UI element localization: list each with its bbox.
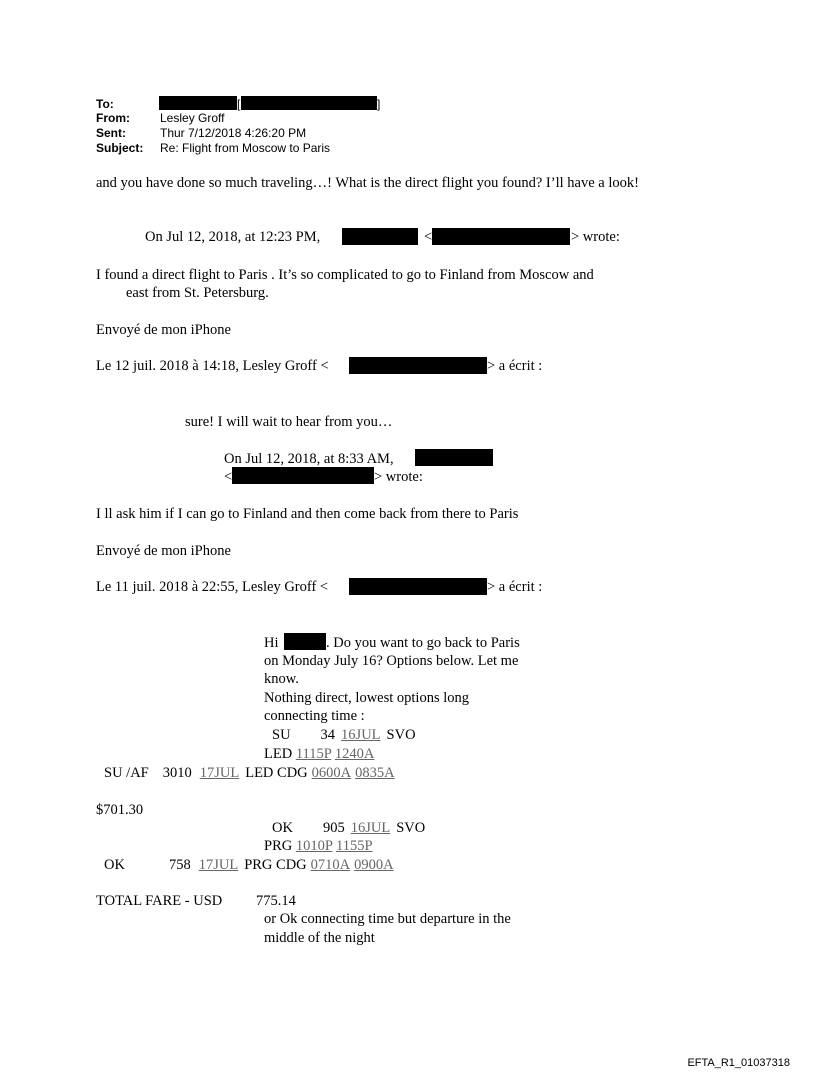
quote3-lt: <: [224, 469, 233, 485]
quote4-pre: Le 11 juil. 2018 à 22:55, Lesley Groff <: [96, 579, 329, 595]
time-link[interactable]: 0835A: [355, 765, 395, 781]
redaction-to-email: [241, 96, 377, 110]
sent-value: Thur 7/12/2018 4:26:20 PM: [160, 126, 307, 140]
date-link[interactable]: 17JUL: [199, 765, 240, 781]
time-link[interactable]: 0710A: [310, 857, 351, 873]
note-line-2: middle of the night: [264, 930, 375, 946]
itinerary-row: [104, 856, 394, 874]
airline: SU /AF: [104, 765, 149, 781]
quote1-lt: <: [424, 229, 433, 245]
airline: OK: [104, 857, 125, 873]
time-link[interactable]: 0600A: [311, 765, 352, 781]
itinerary-row: [272, 819, 425, 837]
itinerary-row: [264, 745, 374, 763]
quote4-post: > a écrit :: [487, 579, 543, 595]
quote3-post: > wrote:: [374, 469, 423, 485]
option1-price: $701.30: [96, 802, 144, 818]
options-line-5: connecting time :: [264, 708, 365, 724]
body-line-1: and you have done so much traveling…! What is the direct flight you found? I’ll have a look!: [96, 175, 639, 191]
to-close-bracket: ]: [377, 97, 381, 111]
total-fare-value: 775.14: [256, 893, 296, 909]
redaction-quote1-email: [432, 228, 570, 245]
redaction-quote3-name: [415, 449, 493, 466]
date-link[interactable]: 17JUL: [198, 857, 239, 873]
destination: LED: [264, 746, 293, 762]
flight-number: 3010: [162, 765, 192, 781]
quote1-pre: On Jul 12, 2018, at 12:23 PM,: [145, 229, 321, 245]
signature-2: Envoyé de mon iPhone: [96, 543, 231, 559]
subject-value: Re: Flight from Moscow to Paris: [160, 141, 331, 155]
flight-number: 758: [168, 857, 191, 873]
quote1-post: > wrote:: [571, 229, 620, 245]
date-link[interactable]: 16JUL: [341, 727, 381, 743]
msg1-line-1: I found a direct flight to Paris . It’s so complicated to go to Finland from Moscow and: [96, 267, 594, 283]
redaction-quote3-email: [232, 467, 374, 484]
redaction-quote1-name: [342, 228, 418, 245]
msg2: sure! I will wait to hear from you…: [185, 414, 393, 430]
itinerary-row: [264, 837, 373, 855]
flight-number: 905: [322, 820, 345, 836]
airline: OK: [272, 820, 293, 836]
route: PRG CDG: [244, 857, 307, 873]
itinerary-row: [104, 764, 395, 782]
flight-number: 34: [320, 727, 336, 743]
time-link[interactable]: 1010P: [295, 838, 333, 854]
msg1-line-2: east from St. Petersburg.: [126, 285, 269, 301]
destination: PRG: [264, 838, 293, 854]
origin: SVO: [386, 727, 416, 743]
airline: SU: [272, 727, 291, 743]
hi-pre: Hi: [264, 635, 279, 651]
total-fare-label: TOTAL FARE - USD: [96, 893, 223, 909]
time-link[interactable]: 1115P: [295, 746, 332, 762]
redaction-hi-name: [284, 633, 326, 650]
redaction-quote4-email: [349, 578, 487, 595]
time-link[interactable]: 1240A: [334, 746, 375, 762]
signature-1: Envoyé de mon iPhone: [96, 322, 231, 338]
from-label: From:: [96, 111, 130, 125]
to-label: To:: [96, 97, 114, 111]
quote2-pre: Le 12 juil. 2018 à 14:18, Lesley Groff <: [96, 358, 329, 374]
note-line-1: or Ok connecting time but departure in the: [264, 911, 511, 927]
bates-number: EFTA_R1_01037318: [687, 1057, 790, 1069]
quote3-line-1: On Jul 12, 2018, at 8:33 AM,: [224, 451, 394, 467]
redaction-to-name: [159, 96, 237, 110]
quote2-post: > a écrit :: [487, 358, 543, 374]
to-open-bracket: [: [237, 97, 241, 111]
time-link[interactable]: 0900A: [354, 857, 394, 873]
sent-label: Sent:: [96, 126, 126, 140]
options-line-2: on Monday July 16? Options below. Let me: [264, 653, 519, 669]
quote1-intro: [145, 228, 320, 246]
hi-post: . Do you want to go back to Paris: [326, 635, 520, 651]
from-value: Lesley Groff: [160, 111, 225, 125]
subject-label: Subject:: [96, 141, 144, 155]
redaction-quote2-email: [349, 357, 487, 374]
origin: SVO: [396, 820, 426, 836]
route: LED CDG: [245, 765, 308, 781]
itinerary-row: [272, 726, 416, 744]
msg3: I ll ask him if I can go to Finland and then come back from there to Paris: [96, 506, 519, 522]
options-line-4: Nothing direct, lowest options long: [264, 690, 469, 706]
date-link[interactable]: 16JUL: [350, 820, 391, 836]
options-line-3: know.: [264, 671, 299, 687]
time-link[interactable]: 1155P: [336, 838, 373, 854]
